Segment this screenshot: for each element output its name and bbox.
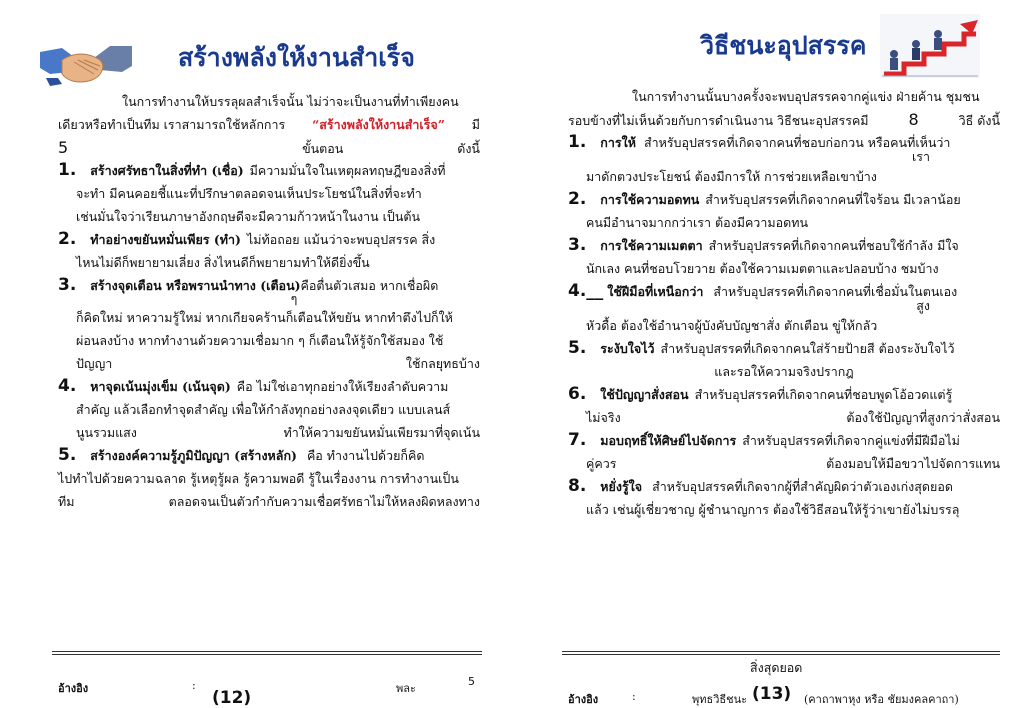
list-item: [568, 234, 1000, 257]
text: ทีม: [58, 494, 75, 509]
text: นูนรวมแสง: [76, 425, 137, 440]
text: 5: [58, 138, 69, 157]
item-number: 1.: [58, 160, 77, 180]
text-line: [58, 352, 480, 375]
item-number: 5.: [568, 338, 587, 358]
item-heading: ใช้ปัญญาสั่งสอน: [600, 387, 689, 402]
footer-divider: [52, 651, 482, 655]
list-item: [568, 475, 1000, 498]
list-item: [568, 429, 1000, 452]
text-line: [58, 421, 480, 444]
text: มาดักตวงประโยชน์ ต้องมีการให้ การช่วยเหลือเขาบ้าง: [586, 169, 877, 184]
handshake-image: [40, 38, 132, 90]
text: 8: [908, 110, 919, 129]
text: ในการทำงานให้บรรลุผลสำเร็จนั้น ไม่ว่าจะเป็นงานที่ทำเพียงคน: [122, 94, 459, 109]
item-heading: สร้างองค์ความรู้ภูมิปัญญา (สร้างหลัก): [90, 448, 297, 463]
text-line: [568, 211, 1000, 234]
item-number: 2.: [58, 229, 77, 249]
footer-source: พุทธวิธีชนะ: [692, 693, 747, 706]
list-item: [58, 159, 480, 182]
text-line: [568, 360, 1000, 383]
text: ๆ: [290, 291, 298, 306]
text: เช่นมั่นใจว่าเรียนภาษาอังกฤษดีจะมีความก้าวหน้าในงาน เป็นต้น: [76, 209, 421, 224]
item-number: 4.: [58, 376, 77, 396]
footer-divider: [562, 651, 1000, 655]
item-number: 4.__: [568, 281, 604, 301]
text: สูง: [916, 298, 930, 313]
list-item: [568, 131, 1000, 152]
text-line: [58, 182, 480, 205]
footer-source-tail: (คาถาพาหุง หรือ ชัยมงคลคาถา): [804, 693, 959, 706]
text: ปัญญา: [76, 356, 113, 371]
success-stairs-image: [880, 14, 980, 78]
text: คนมีอำนาจมากกว่าเรา ต้องมีความอดทน: [586, 215, 808, 230]
list-item: [58, 375, 480, 398]
page-title: วิธีชนะอุปสรรค: [700, 31, 867, 60]
page-title: สร้างพลังให้งานสำเร็จ: [178, 43, 415, 72]
text: สำหรับอุปสรรคที่เกิดจากผู้ที่สำคัญผิดว่าตัวเองเก่งสุดยอด: [652, 479, 953, 494]
body-text: [568, 85, 1000, 521]
text: ต้องมอบให้มือขวาไปจัดการแทน: [826, 456, 1000, 471]
text: ก็คิดใหม่ หาความรู้ใหม่ หากเกียจคร้านก็เตือนให้ขยัน หากทำตึงไปก็ให้: [76, 310, 453, 325]
footer-colon: :: [192, 679, 196, 692]
text: ทำให้ความขยันหมั่นเพียรมาที่จุดเน้น: [283, 425, 480, 440]
text: หัวดื้อ ต้องใช้อำนาจผู้บังคับบัญชาสั่ง ตักเตือน ขู่ให้กลัว: [586, 318, 878, 333]
text: เรา: [911, 149, 930, 164]
text: ไม่จริง: [586, 410, 621, 425]
text: คือ ทำงานไปด้วยก็คิด: [306, 448, 425, 463]
item-number: 6.: [568, 384, 587, 404]
footer-reference-label: อ้างอิง: [58, 682, 89, 695]
text-line: [568, 498, 1000, 521]
list-item: [58, 444, 480, 467]
text-line: [58, 205, 480, 228]
list-item: [568, 280, 1000, 301]
text: สำหรับอุปสรรคที่เกิดจากคนที่เชื่อมั่นในตนเอง: [713, 284, 958, 299]
text-line: สิ่งสุดยอด: [750, 660, 803, 675]
text: สำหรับอุปสรรคที่เกิดจากคู่แข่งที่มีฝีมือไม่: [742, 433, 960, 448]
text-line: [568, 314, 1000, 337]
text-line: [58, 306, 480, 329]
item-number: 2.: [568, 189, 587, 209]
item-heading: การใช้ความอดทน: [600, 192, 700, 207]
item-number: 8.: [568, 476, 587, 496]
item-heading: สร้างศรัทธาในสิ่งที่ทำ (เชื่อ): [90, 163, 244, 178]
list-item: [568, 383, 1000, 406]
text-line: [58, 398, 480, 421]
text: และรอให้ความจริงปรากฎ: [714, 364, 854, 379]
text: สำหรับอุปสรรคที่เกิดจากคนที่ชอบพูดโอ้อวดแต่รู้: [694, 387, 953, 402]
intro-line: [58, 136, 480, 159]
text: มีความมั่นใจในเหตุผลทฤษฎีของสิ่งที่: [249, 163, 446, 178]
text: ไม่ท้อถอย แม้นว่าจะพบอุปสรรค สิ่ง: [246, 232, 436, 247]
text-line: [58, 490, 480, 513]
body-text: [58, 90, 480, 513]
text: ขั้นตอน: [302, 141, 344, 156]
item-number: 1.: [568, 132, 587, 152]
text: สำคัญ แล้วเลือกทำจุดสำคัญ เพื่อให้กำลังทุกอย่างลงจุดเดียว แบบเลนส์: [76, 402, 451, 417]
page-number: (13): [752, 684, 792, 704]
item-heading: หาจุดเน้นมุ่งเข็ม (เน้นจุด): [90, 379, 231, 394]
text: ในการทำงานนั้นบางครั้งจะพบอุปสรรคจากคู่แข่ง ฝ่ายค้าน ชุมชน: [632, 89, 980, 104]
footer-source-number: 5: [468, 675, 475, 688]
item-heading: สร้างจุดเตือน หรือพรานนำทาง (เตือน): [90, 278, 301, 293]
text: วิธี ดังนี้: [958, 113, 1000, 128]
item-heading: หยั่งรู้ใจ: [600, 479, 643, 494]
right-page: [512, 0, 1023, 708]
highlight-text: “สร้างพลังให้งานสำเร็จ”: [312, 117, 445, 132]
text: ผ่อนลงบ้าง หากทำงานด้วยความเชื่อมาก ๆ ก็เตือนให้รู้จักใช้สมอง ใช้: [76, 333, 444, 348]
text-line: [568, 452, 1000, 475]
text: คู่ควร: [586, 456, 617, 471]
intro-line: [568, 108, 1000, 131]
text: มี: [471, 117, 480, 132]
item-heading: มอบฤทธิ์ให้ศิษย์ไปจัดการ: [600, 433, 737, 448]
text-line: [568, 406, 1000, 429]
text: รอบข้างที่ไม่เห็นด้วยกับการดำเนินงาน วิธีชนะอุปสรรคมี: [568, 113, 869, 128]
text-line: [58, 329, 480, 352]
list-item: [568, 337, 1000, 360]
text-line: [58, 251, 480, 274]
item-number: 3.: [568, 235, 587, 255]
text: แล้ว เช่นผู้เชี่ยวชาญ ผู้ชำนาญการ ต้องใช้วิธีสอนให้รู้ว่าเขายังไม่บรรลุ: [586, 502, 960, 517]
text: ใช้กลยุทธบ้าง: [405, 356, 480, 371]
text: ดังนี้: [457, 141, 480, 156]
text-line: [58, 467, 480, 490]
text: สำหรับอุปสรรคที่เกิดจากคนใส่ร้ายป้ายสี ต้องระงับใจไว้: [660, 341, 955, 356]
footer-colon: :: [632, 690, 636, 703]
text: คือ ไม่ใช่เอาทุกอย่างให้เรียงลำดับความ: [236, 379, 449, 394]
text: ไหนไม่ดีก็พยายามเลี่ยง สิ่งไหนดีก็พยายามทำให้ดียิ่งขึ้น: [76, 255, 370, 270]
text: สำหรับอุปสรรคที่เกิดจากคนที่ชอบก่อกวน หรือคนที่เห็นว่า: [643, 135, 951, 150]
text: ตลอดจนเป็นตัวกำกับความเชื่อศรัทธาไม่ให้หลงผิดหลงทาง: [168, 494, 480, 509]
text: สำหรับอุปสรรคที่เกิดจากคนที่ใจร้อน มีเวลาน้อย: [705, 192, 961, 207]
text: ต้องใช้ปัญญาที่สูงกว่าสั่งสอน: [846, 410, 1000, 425]
text-line: [568, 257, 1000, 280]
text: สำหรับอุปสรรคที่เกิดจากคนที่ชอบใช้กำลัง มีใจ: [708, 238, 959, 253]
item-number: 3.: [58, 275, 77, 295]
item-heading: การใช้ความเมตตา: [600, 238, 703, 253]
item-heading: การให้: [600, 135, 636, 150]
item-heading: ใช้ฝีมือที่เหนือกว่า: [607, 284, 704, 299]
list-item: [58, 274, 480, 295]
text: เดียวหรือทำเป็นทีม เราสามารถใช้หลักการ: [58, 117, 286, 132]
item-number: 5.: [58, 445, 77, 465]
text: คือตื่นตัวเสมอ หากเชื่อผิด: [300, 278, 439, 293]
intro-line: [568, 85, 1000, 108]
footer-reference-label: อ้างอิง: [568, 693, 599, 706]
text: นักเลง คนที่ชอบโวยวาย ต้องใช้ความเมตตาและปลอบบ้าง ชมบ้าง: [586, 261, 939, 276]
item-number: 7.: [568, 430, 587, 450]
list-item: [58, 228, 480, 251]
text: จะทำ มีคนคอยชี้แนะที่ปรึกษาตลอดจนเห็นประโยชน์ในสิ่งที่จะทำ: [76, 186, 422, 201]
intro-line: [58, 90, 480, 113]
footer-source: พละ: [396, 682, 416, 695]
list-item: [568, 188, 1000, 211]
item-heading: ทำอย่างขยันหมั่นเพียร (ทำ): [90, 232, 241, 247]
text-line: [568, 165, 1000, 188]
page-number: (12): [212, 688, 252, 708]
item-heading: ระงับใจไว้: [600, 341, 655, 356]
text: ไปทำไปด้วยความฉลาด รู้เหตุรู้ผล รู้ความพอดี รู้ในเรื่องงาน การทำงานเป็น: [58, 471, 459, 486]
intro-line: [58, 113, 480, 136]
